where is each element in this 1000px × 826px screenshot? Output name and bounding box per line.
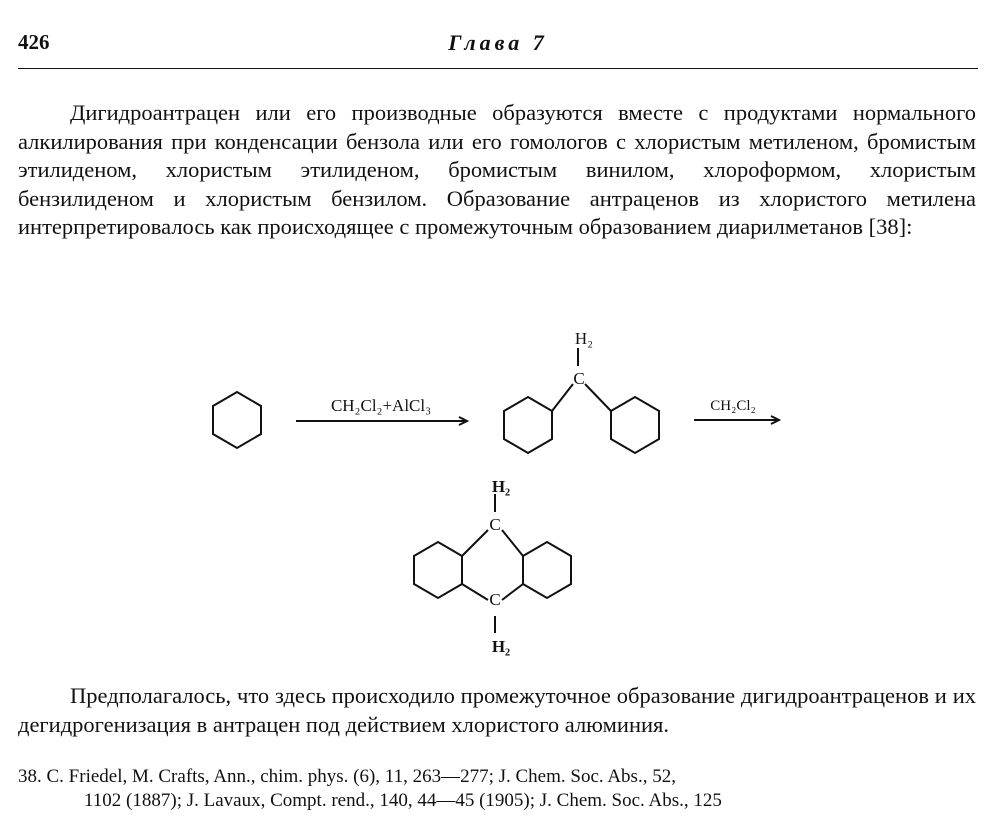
diphenylmethane-h2: H₂ bbox=[574, 329, 594, 348]
diphenylmethane-left-ring bbox=[504, 397, 552, 453]
benzene-ring bbox=[213, 392, 261, 448]
paragraph-conclusion bbox=[18, 682, 976, 739]
reaction-scheme bbox=[0, 320, 1000, 670]
paragraph-intro bbox=[18, 99, 976, 242]
anthracene-left-ring bbox=[414, 542, 462, 598]
diphenylmethane-right-ring bbox=[611, 397, 659, 453]
page-header bbox=[18, 30, 978, 70]
page-number: 426 bbox=[18, 30, 50, 54]
anthracene-right-ring bbox=[523, 542, 571, 598]
diphenylmethane-c: C bbox=[573, 369, 585, 388]
paragraph-conclusion-text: Предполагалось, что здесь происходило промежуточное образование дигидроантраценов и их дегидрогенизация в антрацен под действием хлористого алюминия. bbox=[18, 683, 976, 737]
footnote-line-1: 38. C. Friedel, M. Crafts, Ann., chim. phys. (6), 11, 263—277; J. Chem. Soc. Abs., 52, bbox=[18, 766, 676, 787]
anthracene-bottom-h2: H₂ bbox=[491, 637, 511, 656]
chapter-title: Глава 7 bbox=[448, 30, 548, 55]
reagent-label-1: CH₂Cl₂+AlCl₃ bbox=[330, 396, 432, 415]
anthracene-top-c: C bbox=[489, 515, 501, 534]
footnote bbox=[18, 765, 976, 813]
paragraph-intro-text: Дигидроантрацен или его производные образуются вместе с продуктами нормального алкилирования при конденсации бензола или его гомологов с хлористым метиленом, бромистым этилиденом, хлористым этилиденом, бромистым винилом, хлороформом, хлористым бензилиденом и хлористым бензилом. Образование антраценов из хлористого метилена интерпретировалось как происходящее с промежуточным образованием диарилметанов [38]: bbox=[18, 100, 976, 240]
reagent-label-2: CH₂Cl₂ bbox=[710, 398, 756, 414]
anthracene-bottom-c: C bbox=[489, 590, 501, 609]
footnote-line-2: 1102 (1887); J. Lavaux, Compt. rend., 140, 44—45 (1905); J. Chem. Soc. Abs., 125 bbox=[84, 790, 722, 811]
header-rule bbox=[18, 68, 978, 69]
anthracene-top-h2: H₂ bbox=[491, 477, 511, 496]
